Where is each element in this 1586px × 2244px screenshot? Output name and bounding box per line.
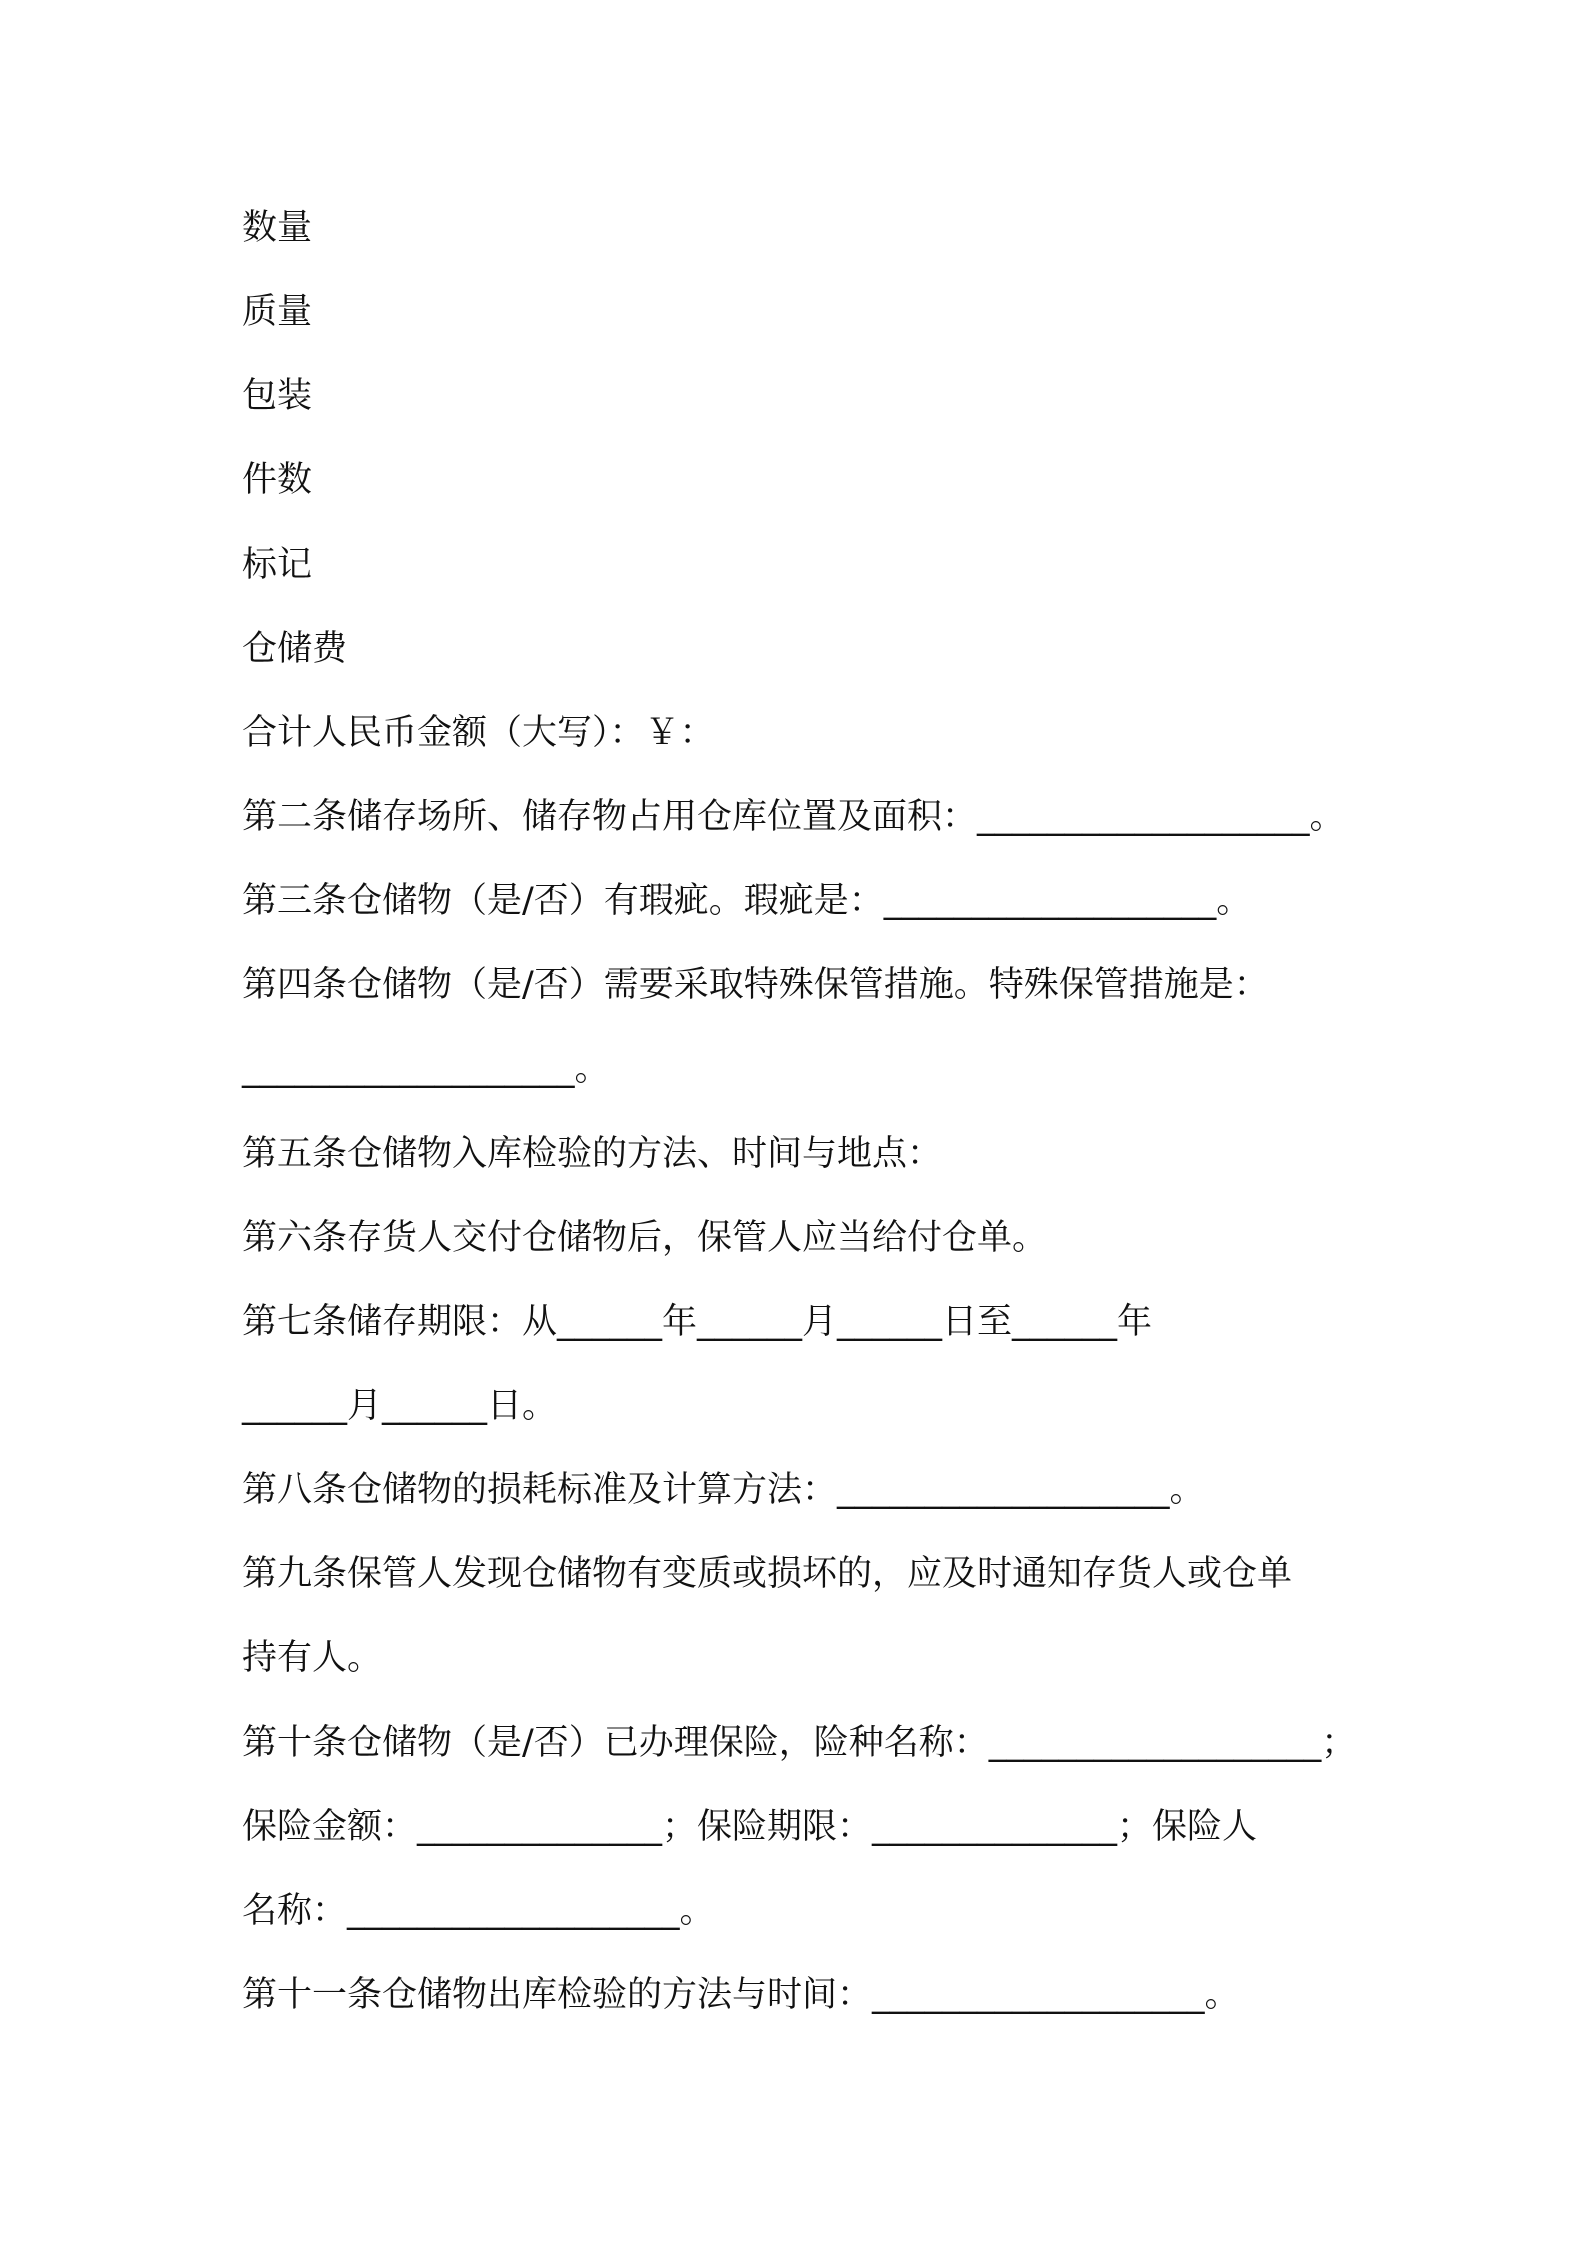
article-4: 第四条仓储物（是/否）需要采取特殊保管措施。特殊保管措施是： (242, 965, 1269, 1005)
article-7: 第七条储存期限：从______年______月______日至______年 (242, 1302, 1153, 1342)
item-packaging: 包装 (242, 376, 313, 416)
article-5: 第五条仓储物入库检验的方法、时间与地点： (242, 1134, 943, 1174)
article-3: 第三条仓储物（是/否）有瑕疵。瑕疵是：___________________。 (242, 881, 1252, 921)
article-4-continued: ___________________。 (242, 1049, 610, 1089)
article-10: 第十条仓储物（是/否）已办理保险，险种名称：___________________； (242, 1723, 1357, 1763)
item-piece-count: 件数 (242, 460, 313, 500)
item-quantity: 数量 (242, 208, 313, 248)
article-11: 第十一条仓储物出库检验的方法与时间：___________________。 (242, 1975, 1240, 2015)
total-amount-line: 合计人民币金额（大写）：￥： (242, 713, 715, 753)
article-10-continued: 保险金额：______________；保险期限：______________；保险人 (242, 1807, 1258, 1847)
article-9: 第九条保管人发现仓储物有变质或损坏的，应及时通知存货人或仓单 (242, 1554, 1293, 1594)
article-2: 第二条储存场所、储存物占用仓库位置及面积：___________________。 (242, 797, 1345, 837)
article-10-continued-2: 名称：___________________。 (242, 1891, 715, 1931)
article-9-continued: 持有人。 (242, 1638, 383, 1678)
item-storage-fee: 仓储费 (242, 629, 348, 669)
article-6: 第六条存货人交付仓储物后，保管人应当给付仓单。 (242, 1218, 1048, 1258)
item-marking: 标记 (242, 545, 313, 585)
item-quality: 质量 (242, 292, 313, 332)
article-7-continued: ______月______日。 (242, 1386, 558, 1426)
article-8: 第八条仓储物的损耗标准及计算方法：___________________。 (242, 1470, 1205, 1510)
